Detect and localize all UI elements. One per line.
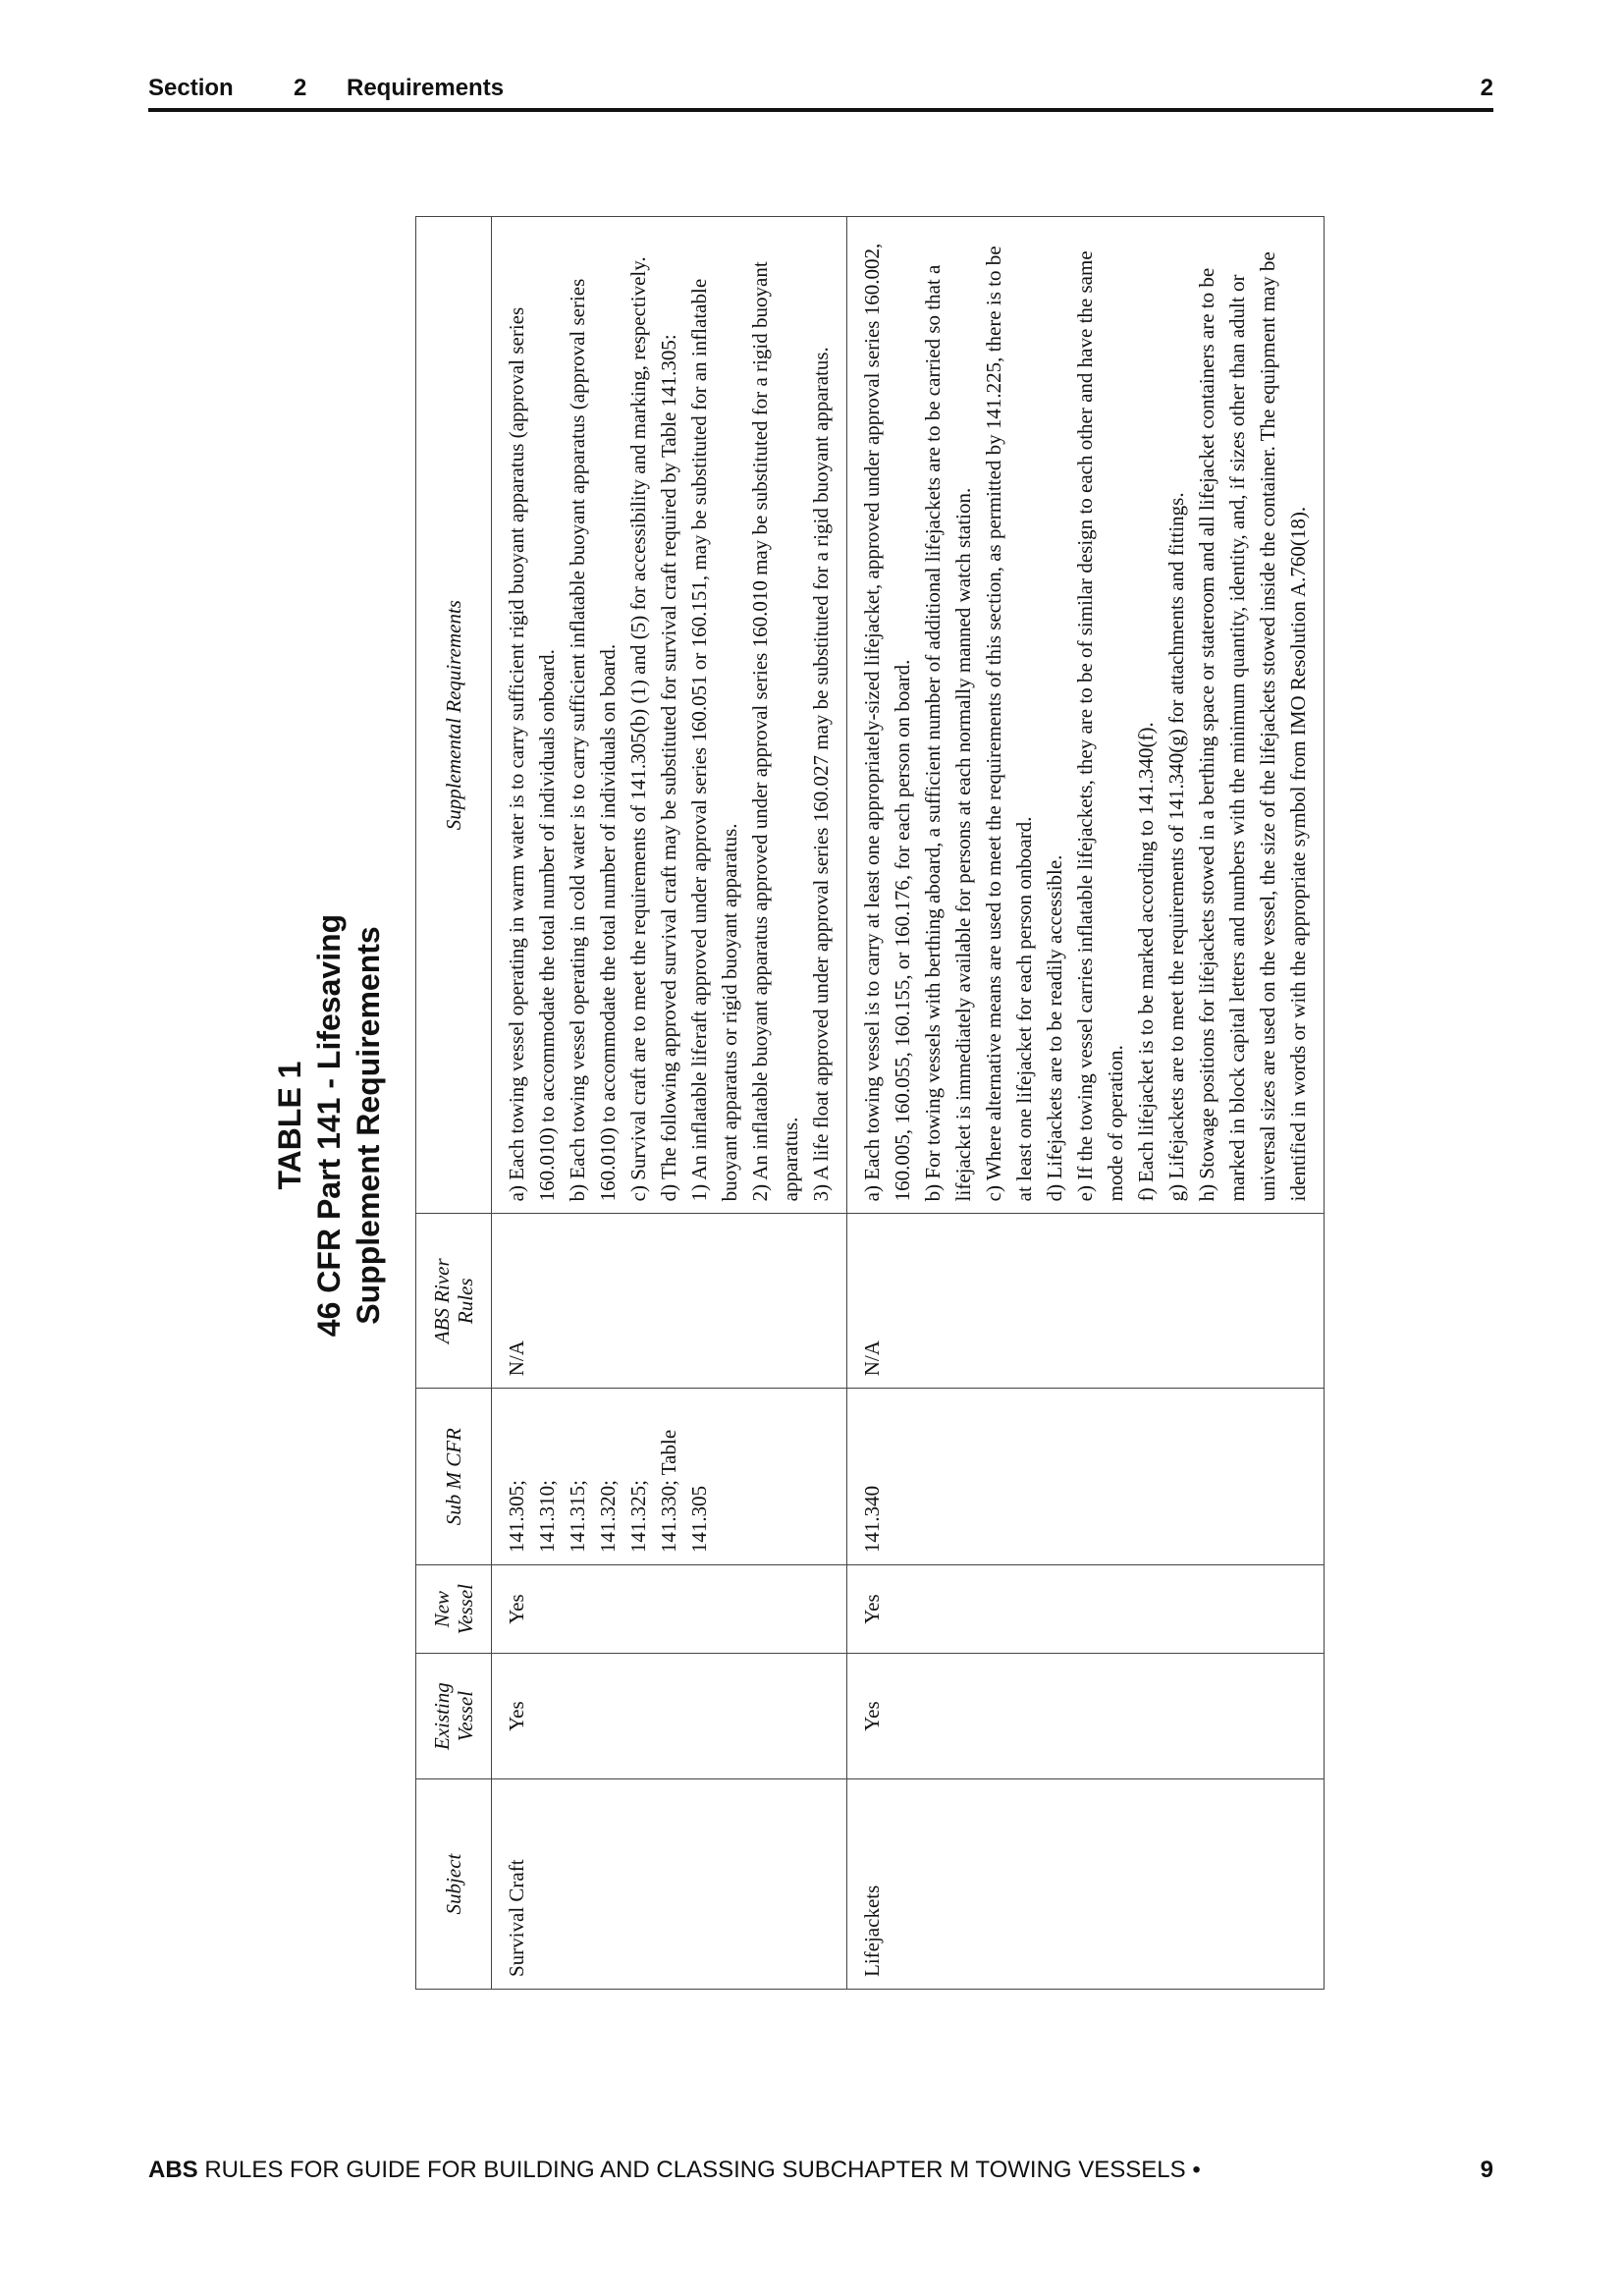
- cfr-ref: 141.305;: [505, 1480, 528, 1554]
- col-abs-line1: ABS River: [430, 1258, 454, 1344]
- cell-subject: Lifejackets: [847, 1779, 1325, 1990]
- cfr-ref: 141.340: [860, 1485, 884, 1554]
- table-row-lifejackets: [847, 217, 1325, 1990]
- table-title: [270, 202, 388, 2049]
- cfr-ref: 141.305: [687, 1485, 711, 1554]
- table-title-line-1: TABLE 1: [272, 1061, 307, 1190]
- cell-requirements: [847, 217, 1325, 1214]
- requirement-item: h) Stowage positions for lifejackets stowed in a berthing space or stateroom and all lifejacket containers are to be marked in block capital letters and numbers with the minimum quantity, identity, and, if sizes other than adult or universal sizes are used on the vessel, the size of the lifejackets stowed inside the container. The equipment may be identified in words or with the appropriate symbol from IMO Resolution A.760(18).: [1195, 251, 1310, 1202]
- col-existing-line2: Vessel: [454, 1690, 477, 1742]
- cell-new: Yes: [492, 1565, 847, 1654]
- table-header-row: [416, 217, 492, 1990]
- requirement-item: d) Lifejackets are to be readily accessible.: [1043, 854, 1066, 1202]
- col-existing-vessel: [416, 1654, 492, 1779]
- col-abs-line2: Rules: [454, 1278, 477, 1325]
- cell-subject: Survival Craft: [492, 1779, 847, 1990]
- requirement-item: c) Survival craft are to meet the requirements of 141.305(b) (1) and (5) for accessibility and marking, respectively.: [626, 256, 650, 1202]
- cfr-ref: 141.325;: [626, 1480, 650, 1554]
- cell-abs: N/A: [847, 1214, 1325, 1389]
- cell-subm: [492, 1389, 847, 1565]
- requirement-item: 1) An inflatable liferaft approved under approval series 160.051 or 160.151, may be substituted for an inflatable buoyant apparatus or rigid buoyant apparatus.: [687, 278, 741, 1202]
- section-title: Requirements: [347, 75, 505, 101]
- requirement-item: a) Each towing vessel operating in warm water is to carry sufficient rigid buoyant apparatus (approval series 160.010) to accommodate the total number of individuals onboard.: [505, 306, 559, 1202]
- cell-existing: Yes: [847, 1654, 1325, 1779]
- lifesaving-table: [415, 216, 1325, 1990]
- requirement-item: b) Each towing vessel operating in cold water is to carry sufficient inflatable buoyant apparatus (approval series 160.010) to accommodate the total number of individuals on board.: [566, 278, 620, 1202]
- table-title-line-2: 46 CFR Part 141 - Lifesaving: [311, 913, 347, 1338]
- col-existing-line1: Existing: [430, 1682, 454, 1751]
- col-supplemental-requirements: Supplemental Requirements: [416, 217, 492, 1214]
- cfr-ref: 141.330; Table: [657, 1429, 680, 1554]
- col-new-vessel: [416, 1565, 492, 1654]
- footer-brand: ABS: [148, 2157, 198, 2183]
- page-header: [148, 75, 1493, 112]
- page-footer: [148, 2157, 1493, 2184]
- table-title-line-3: Supplement Requirements: [351, 926, 386, 1325]
- col-new-line2: Vessel: [454, 1583, 477, 1635]
- cfr-ref: 141.315;: [566, 1480, 589, 1554]
- cfr-ref: 141.310;: [535, 1480, 559, 1554]
- col-subm-cfr: Sub M CFR: [416, 1389, 492, 1565]
- cell-subm: [847, 1389, 1325, 1565]
- requirement-item: g) Lifejackets are to meet the requirements of 141.340(g) for attachments and fittings.: [1164, 492, 1188, 1202]
- requirement-item: e) If the towing vessel carries inflatable lifejackets, they are to be of similar design to each other and have the same mode of operation.: [1073, 250, 1127, 1202]
- table-row-survival-craft: [492, 217, 847, 1990]
- section-number: 2: [294, 75, 307, 101]
- cell-new: Yes: [847, 1565, 1325, 1654]
- requirement-item: f) Each lifejacket is to be marked according to 141.340(f).: [1134, 722, 1158, 1202]
- section-label: Section: [148, 75, 234, 101]
- footer-page-number: 9: [1480, 2157, 1493, 2183]
- rotated-table-block: [270, 202, 1576, 2049]
- cell-requirements: [492, 217, 847, 1214]
- requirement-item: 3) A life float approved under approval series 160.027 may be substituted for a rigid buoyant apparatus.: [809, 347, 833, 1202]
- requirement-item: a) Each towing vessel is to carry at least one appropriately-sized lifejacket, approved under approval series 160.002, 160.005, 160.055, 160.155, or 160.176, for each person on board.: [860, 243, 914, 1202]
- header-page-ref: 2: [1480, 75, 1493, 101]
- requirement-item: c) Where alternative means are used to meet the requirements of this section, as permitted by 141.225, there is to be at least one lifejacket for each person onboard.: [982, 246, 1036, 1202]
- cfr-ref: 141.320;: [596, 1480, 620, 1554]
- cell-abs: N/A: [492, 1214, 847, 1389]
- requirement-item: 2) An inflatable buoyant apparatus approved under approval series 160.010 may be substituted for a rigid buoyant apparatus.: [748, 261, 802, 1202]
- requirement-item: b) For towing vessels with berthing aboard, a sufficient number of additional lifejackets are to be carried so that a lifejacket is immediately available for persons at each normally manned watch station.: [921, 264, 975, 1202]
- footer-text: RULES FOR GUIDE FOR BUILDING AND CLASSING SUBCHAPTER M TOWING VESSELS •: [204, 2157, 1201, 2183]
- cell-existing: Yes: [492, 1654, 847, 1779]
- requirement-item: d) The following approved survival craft may be substituted for survival craft required by Table 141.305:: [657, 334, 680, 1202]
- col-subject: Subject: [416, 1779, 492, 1990]
- col-abs-river-rules: [416, 1214, 492, 1389]
- col-new-line1: New: [430, 1590, 454, 1628]
